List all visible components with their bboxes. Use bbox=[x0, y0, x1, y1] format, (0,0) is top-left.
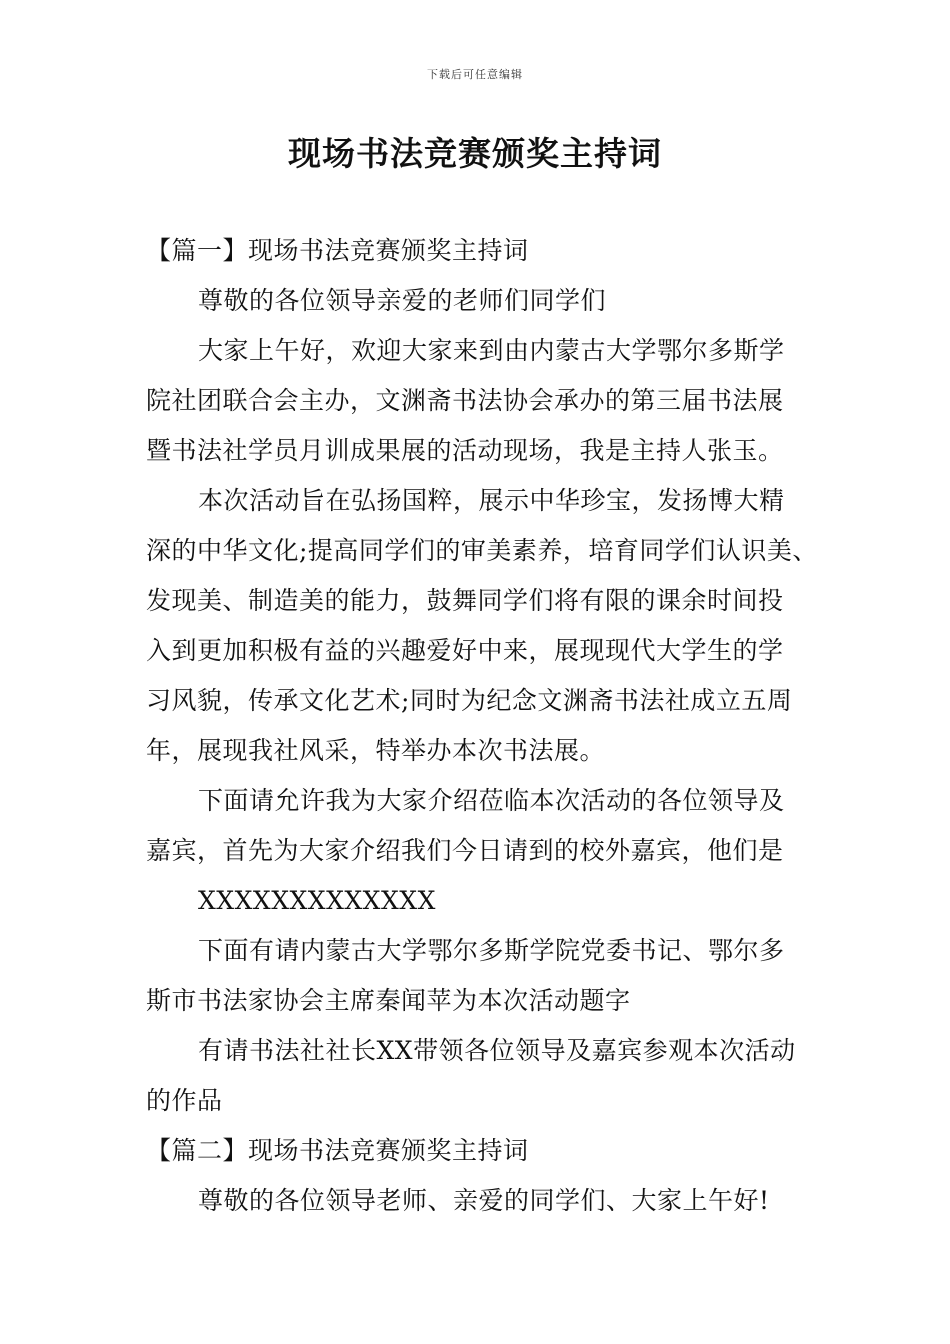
body-line: 深的中华文化;提高同学们的审美素养，培育同学们认识美、 bbox=[146, 536, 818, 565]
body-line: 尊敬的各位领导亲爱的老师们同学们 bbox=[198, 286, 607, 315]
body-line: 本次活动旨在弘扬国粹，展示中华珍宝，发扬博大精 bbox=[198, 486, 785, 515]
document-body bbox=[146, 226, 818, 1226]
body-line: 下面请允许我为大家介绍莅临本次活动的各位领导及 bbox=[198, 786, 785, 815]
body-line: 嘉宾，首先为大家介绍我们今日请到的校外嘉宾，他们是 bbox=[146, 836, 784, 865]
body-line: 发现美、制造美的能力，鼓舞同学们将有限的课余时间投 bbox=[146, 586, 784, 615]
body-line: 暨书法社学员月训成果展的活动现场，我是主持人张玉。 bbox=[146, 436, 784, 465]
document-title: 现场书法竞赛颁奖主持词 bbox=[288, 134, 662, 173]
body-line: 习风貌，传承文化艺术;同时为纪念文渊斋书法社成立五周 bbox=[146, 686, 793, 715]
body-line: 下面有请内蒙古大学鄂尔多斯学院党委书记、鄂尔多 bbox=[198, 936, 785, 965]
body-line: 大家上午好，欢迎大家来到由内蒙古大学鄂尔多斯学 bbox=[198, 336, 785, 365]
body-line: 入到更加积极有益的兴趣爱好中来，展现现代大学生的学 bbox=[146, 636, 784, 665]
section-heading-2: 【篇二】现场书法竞赛颁奖主持词 bbox=[146, 1136, 529, 1165]
body-line: 的作品 bbox=[146, 1086, 223, 1115]
body-line: 斯市书法家协会主席秦闻苹为本次活动题字 bbox=[146, 986, 631, 1015]
section-heading-1: 【篇一】现场书法竞赛颁奖主持词 bbox=[146, 236, 529, 265]
body-line: 有请书法社社长XX带领各位领导及嘉宾参观本次活动 bbox=[198, 1036, 796, 1065]
body-line: 年，展现我社风采，特举办本次书法展。 bbox=[146, 736, 606, 765]
page-header-note: 下载后可任意编辑 bbox=[427, 68, 523, 81]
body-line: 院社团联合会主办，文渊斋书法协会承办的第三届书法展 bbox=[146, 386, 784, 415]
body-line: 尊敬的各位领导老师、亲爱的同学们、大家上午好! bbox=[198, 1186, 770, 1215]
body-line: XXXXXXXXXXXXX bbox=[198, 886, 436, 915]
